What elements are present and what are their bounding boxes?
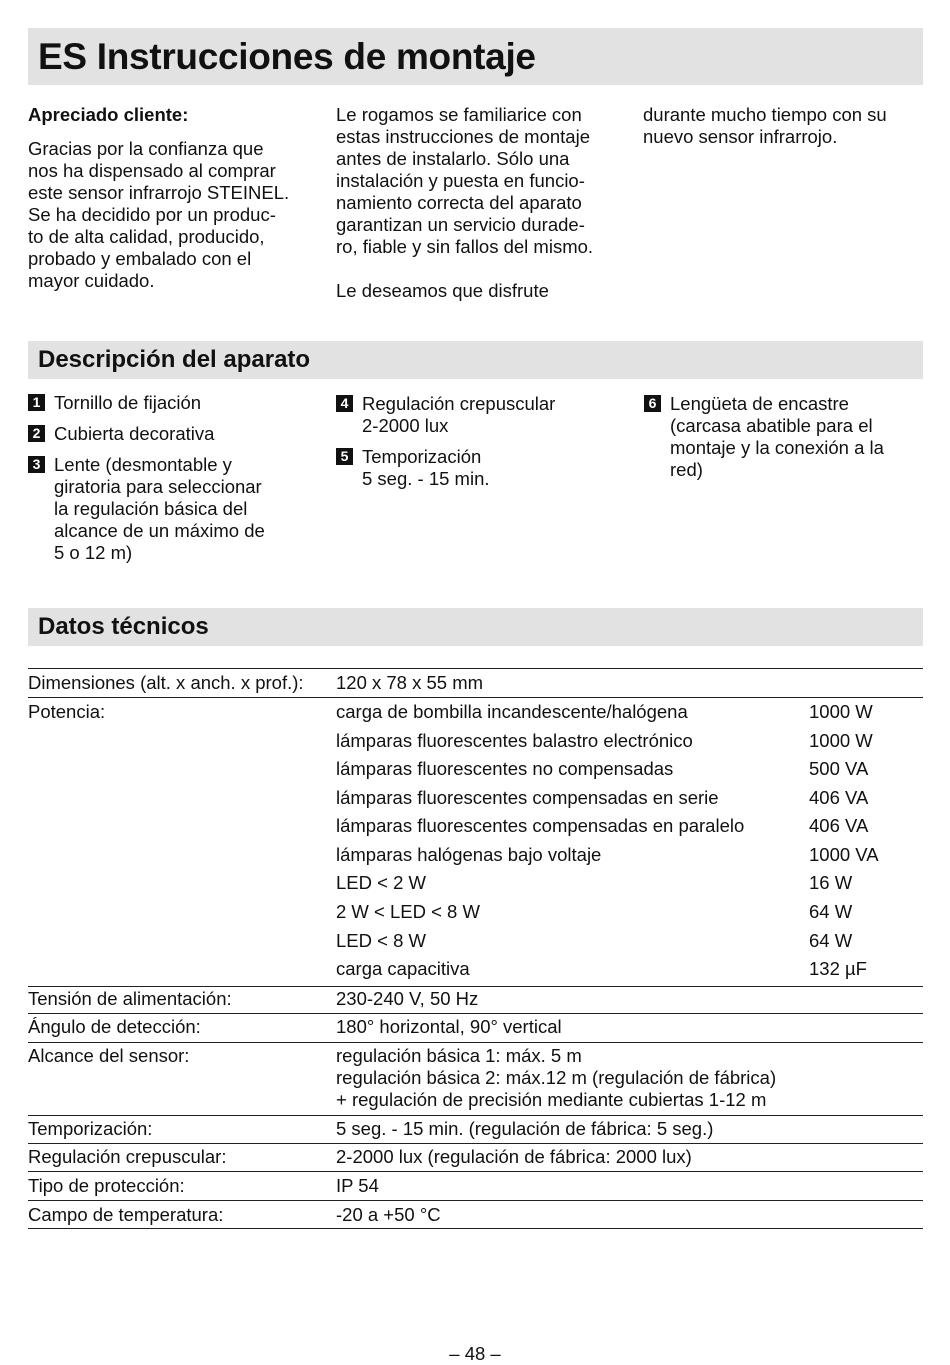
table-rule xyxy=(28,1042,923,1043)
description-item xyxy=(28,392,318,414)
greeting: Apreciado cliente: xyxy=(28,104,189,125)
description-column-1 xyxy=(28,392,318,573)
power-row-desc: 2 W < LED < 8 W xyxy=(336,901,480,922)
item-number: 4 xyxy=(336,395,353,412)
power-row-desc: lámparas fluorescentes compensadas en paralelo xyxy=(336,815,745,836)
item-text: Cubierta decorativa xyxy=(54,423,215,444)
intro-text-2: Le rogamos se familiarice con estas instrucciones de montaje antes de instalarlo. Sólo una instalación y puesta en funcio- namiento correcta del aparato garantizan un servicio durade- ro, fiable y sin fallos del mismo. xyxy=(336,104,594,257)
spec-label-angle: Ángulo de detección: xyxy=(28,1016,201,1037)
power-row-value: 500 VA xyxy=(809,758,869,779)
intro-text-3: durante mucho tiempo con su nuevo sensor infrarrojo. xyxy=(643,104,887,147)
table-rule xyxy=(28,1115,923,1116)
power-row-value: 132 µF xyxy=(809,958,867,979)
intro-text-2b: Le deseamos que disfrute xyxy=(336,280,549,301)
description-column-2 xyxy=(336,393,626,499)
description-band xyxy=(28,341,923,379)
description-heading: Descripción del aparato xyxy=(38,346,311,373)
power-row-value: 16 W xyxy=(809,872,853,893)
description-column-3 xyxy=(644,393,924,490)
power-row-value: 406 VA xyxy=(809,787,869,808)
spec-label-power: Potencia: xyxy=(28,701,106,722)
power-row-desc: LED < 2 W xyxy=(336,872,426,893)
power-row-value: 64 W xyxy=(809,901,853,922)
power-row-value: 1000 W xyxy=(809,730,873,751)
power-row-value: 1000 W xyxy=(809,701,873,722)
table-rule xyxy=(28,1228,923,1229)
tech-heading: Datos técnicos xyxy=(38,613,209,640)
power-row-value: 1000 VA xyxy=(809,844,879,865)
page-title: ES Instrucciones de montaje xyxy=(38,36,536,77)
power-row-desc: lámparas fluorescentes no compensadas xyxy=(336,758,674,779)
intro-column-3 xyxy=(643,104,928,148)
spec-value-voltage: 230-240 V, 50 Hz xyxy=(336,988,479,1009)
description-item xyxy=(28,454,318,564)
tech-band xyxy=(28,608,923,646)
item-number: 5 xyxy=(336,448,353,465)
power-row-desc: lámparas fluorescentes compensadas en serie xyxy=(336,787,719,808)
table-rule xyxy=(28,1200,923,1201)
table-rule xyxy=(28,668,923,669)
item-text: Regulación crepuscular 2-2000 lux xyxy=(362,393,556,436)
item-number: 1 xyxy=(28,394,45,411)
power-row-desc: carga capacitiva xyxy=(336,958,470,979)
item-text: Lente (desmontable y giratoria para seleccionar la regulación básica del alcance de un máximo de 5 o 12 m) xyxy=(54,454,265,563)
intro-column-2 xyxy=(336,104,626,302)
power-row-value: 406 VA xyxy=(809,815,869,836)
item-text: Temporización 5 seg. - 15 min. xyxy=(362,446,490,489)
table-rule xyxy=(28,986,923,987)
power-row-desc: carga de bombilla incandescente/halógena xyxy=(336,701,688,722)
spec-value-timer: 5 seg. - 15 min. (regulación de fábrica: 5 seg.) xyxy=(336,1118,714,1139)
item-text: Tornillo de fijación xyxy=(54,392,202,413)
spec-label-timer: Temporización: xyxy=(28,1118,153,1139)
description-item xyxy=(336,393,626,437)
table-rule xyxy=(28,1171,923,1172)
table-rule xyxy=(28,1143,923,1144)
spec-label-range: Alcance del sensor: xyxy=(28,1045,190,1066)
table-rule xyxy=(28,1013,923,1014)
spec-value-angle: 180° horizontal, 90° vertical xyxy=(336,1016,562,1037)
power-row-desc: LED < 8 W xyxy=(336,930,426,951)
intro-column-1 xyxy=(28,104,313,292)
title-band xyxy=(28,28,923,85)
description-item xyxy=(28,423,318,445)
item-number: 2 xyxy=(28,425,45,442)
item-text: Lengüeta de encastre (carcasa abatible para el montaje y la conexión a la red) xyxy=(670,393,884,480)
item-number: 3 xyxy=(28,456,45,473)
description-item xyxy=(644,393,924,481)
spec-value-temperature: -20 a +50 °C xyxy=(336,1204,441,1225)
page-number: – 48 – xyxy=(449,1343,501,1364)
power-row-desc: lámparas fluorescentes balastro electrónico xyxy=(336,730,693,751)
power-row-value: 64 W xyxy=(809,930,853,951)
power-row-desc: lámparas halógenas bajo voltaje xyxy=(336,844,602,865)
spec-label-voltage: Tensión de alimentación: xyxy=(28,988,232,1009)
spec-label-temperature: Campo de temperatura: xyxy=(28,1204,224,1225)
spec-label-protection: Tipo de protección: xyxy=(28,1175,185,1196)
spec-value-protection: IP 54 xyxy=(336,1175,379,1196)
table-rule xyxy=(28,697,923,698)
description-item xyxy=(336,446,626,490)
item-number: 6 xyxy=(644,395,661,412)
spec-label-twilight: Regulación crepuscular: xyxy=(28,1146,227,1167)
intro-text-1: Gracias por la confianza que nos ha dispensado al comprar este sensor infrarrojo STEINEL. Se ha decidido por un produc- to de alta calidad, producido, probado y embalado con el mayor cuidado. xyxy=(28,138,290,291)
spec-value-dimensions: 120 x 78 x 55 mm xyxy=(336,672,484,693)
spec-label-dimensions: Dimensiones (alt. x anch. x prof.): xyxy=(28,672,304,693)
spec-value-twilight: 2-2000 lux (regulación de fábrica: 2000 lux) xyxy=(336,1146,692,1167)
spec-value-range: regulación básica 1: máx. 5 m regulación básica 2: máx.12 m (regulación de fábrica) + regulación de precisión mediante cubiertas 1-12 m xyxy=(336,1045,777,1110)
